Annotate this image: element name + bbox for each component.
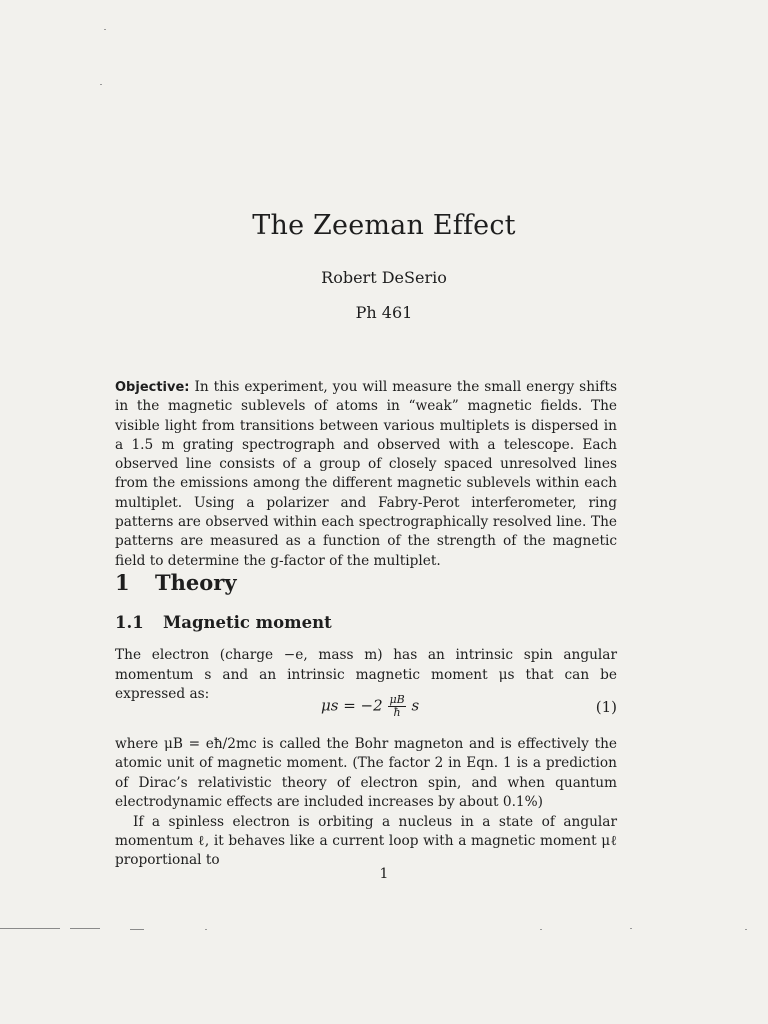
paragraph-orbital: If a spinless electron is orbiting a nucleus in a state of angular momentum ℓ, it behaves like a current loop with a magnetic moment μℓ proportional to bbox=[115, 813, 617, 869]
scan-artifact-line bbox=[130, 929, 144, 930]
scan-artifact-dot bbox=[104, 29, 106, 30]
subsection-number: 1.1 bbox=[115, 613, 144, 632]
equation-fraction bbox=[388, 694, 405, 719]
page-title: The Zeeman Effect bbox=[252, 210, 516, 241]
fraction-denominator: ħ bbox=[393, 706, 401, 719]
author-name: Robert DeSerio bbox=[321, 268, 447, 287]
scan-artifact-dot bbox=[205, 929, 207, 930]
equation-number: (1) bbox=[595, 698, 617, 716]
objective-text: In this experiment, you will measure the small energy shifts in the magnetic sublevels of atoms in “weak” magnetic fields. The visible light from transitions between various multiplets is dispersed in a 1.5 m grating spectrograph and observed with a telescope. Each observed line consists of a group of closely spaced unresolved lines from the emissions among the different magnetic sublevels within each multiplet. Using a polarizer and Fabry-Perot interferometer, ring patterns are observed within each spectrographically resolved line. The patterns are measured as a function of the strength of the magnetic field to determine the g-factor of the multiplet. bbox=[115, 379, 617, 569]
subsection-heading bbox=[115, 613, 332, 632]
equation-expression bbox=[321, 694, 419, 719]
section-number: 1 bbox=[115, 570, 130, 595]
equation-lhs: μs = −2 bbox=[321, 696, 383, 715]
scan-artifact-dot bbox=[540, 929, 542, 930]
objective-label: Objective: bbox=[115, 380, 190, 395]
subsection-title: Magnetic moment bbox=[163, 613, 332, 632]
scan-artifact-dot bbox=[745, 929, 747, 930]
paragraph-bohr-magneton: where μB = eħ/2mc is called the Bohr magneton and is effectively the atomic unit of magnetic moment. (The factor 2 in Eqn. 1 is a prediction of Dirac’s relativistic theory of electron spin, and when quantum electrodynamic effects are included increases by about 0.1%) bbox=[115, 736, 617, 811]
section-heading bbox=[115, 570, 237, 595]
equation-rhs: s bbox=[411, 696, 420, 715]
scan-artifact-line bbox=[70, 928, 100, 929]
equation-1 bbox=[115, 690, 617, 730]
scan-artifact-line bbox=[0, 928, 60, 929]
body-continued bbox=[115, 735, 617, 871]
fraction-numerator: μB bbox=[389, 693, 405, 706]
paragraph-spin: The electron (charge −e, mass m) has an intrinsic spin angular momentum s and an intrinsic magnetic moment μs that can be expressed as: bbox=[115, 647, 617, 702]
course-code: Ph 461 bbox=[355, 303, 413, 322]
section-title: Theory bbox=[155, 570, 237, 595]
scan-artifact-dot bbox=[630, 928, 632, 929]
scan-artifact-dot bbox=[100, 84, 102, 85]
page-number: 1 bbox=[379, 866, 389, 882]
objective-abstract bbox=[115, 378, 617, 571]
